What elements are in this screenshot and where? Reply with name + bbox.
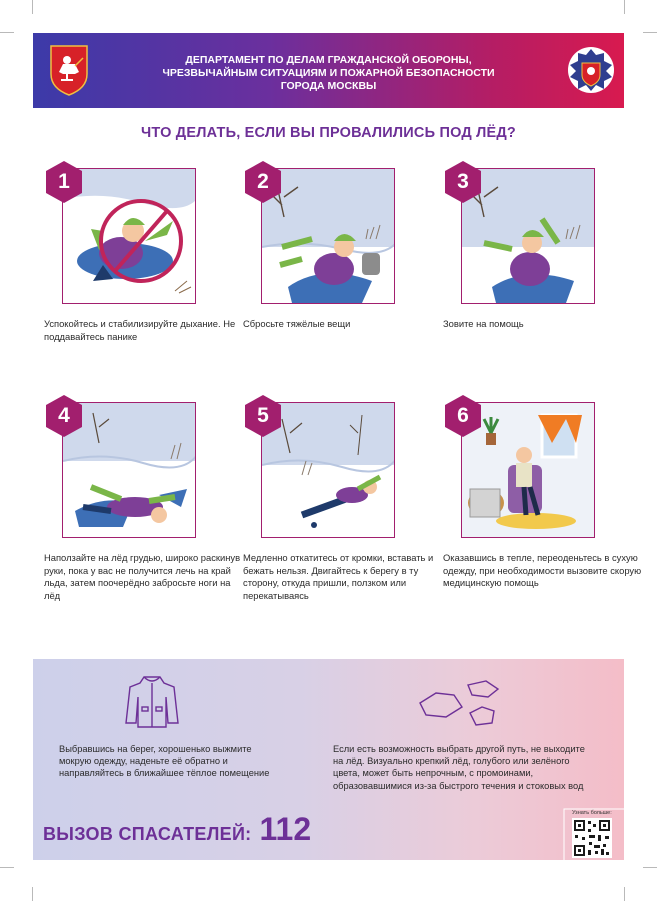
ice-floes-icon xyxy=(416,677,502,729)
step-card xyxy=(243,394,434,614)
crop-mark xyxy=(643,867,657,868)
step-card xyxy=(44,160,236,350)
bottom-banner xyxy=(33,659,624,860)
rescue-call xyxy=(43,811,311,848)
step-number: 6 xyxy=(457,404,469,427)
tip-avoid-ice: Если есть возможность выбрать другой путь, не выходите на лёд. Визуально крепкий лёд, голубого или зелёного цвета, может быть непрочным, с промоинами, образовавшимися из-за быстрого течения и стоковых вод xyxy=(333,744,585,791)
rescue-number[interactable]: 112 xyxy=(259,811,312,847)
step-number: 2 xyxy=(257,170,269,193)
rescue-label: ВЫЗОВ СПАСАТЕЛЕЙ: xyxy=(43,824,252,844)
step-caption: Наползайте на лёд грудью, широко раскинув руки, пока у вас не получится лечь на край льда, затем поочерёдно забросьте ноги на лёд xyxy=(44,552,241,601)
crop-mark xyxy=(32,0,33,14)
step-caption: Сбросьте тяжёлые вещи xyxy=(243,318,351,329)
header-banner xyxy=(33,33,624,108)
crop-mark xyxy=(32,887,33,901)
qr-block xyxy=(558,805,624,860)
step-number: 3 xyxy=(457,170,469,193)
moscow-coat-of-arms-icon xyxy=(49,44,89,96)
emergency-department-emblem-icon xyxy=(566,45,616,95)
step-card xyxy=(243,160,428,350)
qr-code-icon[interactable] xyxy=(572,818,612,858)
step-number: 1 xyxy=(58,170,70,193)
step-card xyxy=(44,394,241,614)
header-title xyxy=(143,54,514,93)
crop-mark xyxy=(624,0,625,14)
crop-mark xyxy=(643,32,657,33)
header-title-line: ЧРЕЗВЫЧАЙНЫМ СИТУАЦИЯМ И ПОЖАРНОЙ БЕЗОПАСНОСТИ xyxy=(162,67,495,79)
header-title-line: ДЕПАРТАМЕНТ ПО ДЕЛАМ ГРАЖДАНСКОЙ ОБОРОНЫ, xyxy=(185,54,472,66)
qr-caption: Узнать больше: xyxy=(572,810,612,816)
crop-mark xyxy=(0,32,14,33)
crop-mark xyxy=(624,887,625,901)
page-title: ЧТО ДЕЛАТЬ, ЕСЛИ ВЫ ПРОВАЛИЛИСЬ ПОД ЛЁД? xyxy=(141,125,516,141)
step-card xyxy=(443,160,628,350)
step-card xyxy=(443,394,642,614)
step-number: 5 xyxy=(257,404,269,427)
step-caption: Успокойтесь и стабилизируйте дыхание. Не поддавайтесь панике xyxy=(44,318,236,342)
step-caption: Оказавшись в тепле, переоденьтесь в сухую одежду, при необходимости вызовите скорую медицинскую помощь xyxy=(443,552,642,588)
jacket-icon xyxy=(124,673,180,729)
header-title-line: ГОРОДА МОСКВЫ xyxy=(280,80,377,92)
crop-mark xyxy=(0,867,14,868)
step-number: 4 xyxy=(58,404,70,427)
step-caption: Медленно откатитесь от кромки, вставать и бежать нельзя. Двигайтесь к берегу в ту сторону, откуда пришли, ползком или перекатываясь xyxy=(243,552,434,601)
tip-dry-clothes: Выбравшись на берег, хорошенько выжмите мокрую одежду, наденьте её обратно и направляйтесь в ближайшее тёплое помещение xyxy=(59,744,270,779)
step-caption: Зовите на помощь xyxy=(443,318,524,329)
